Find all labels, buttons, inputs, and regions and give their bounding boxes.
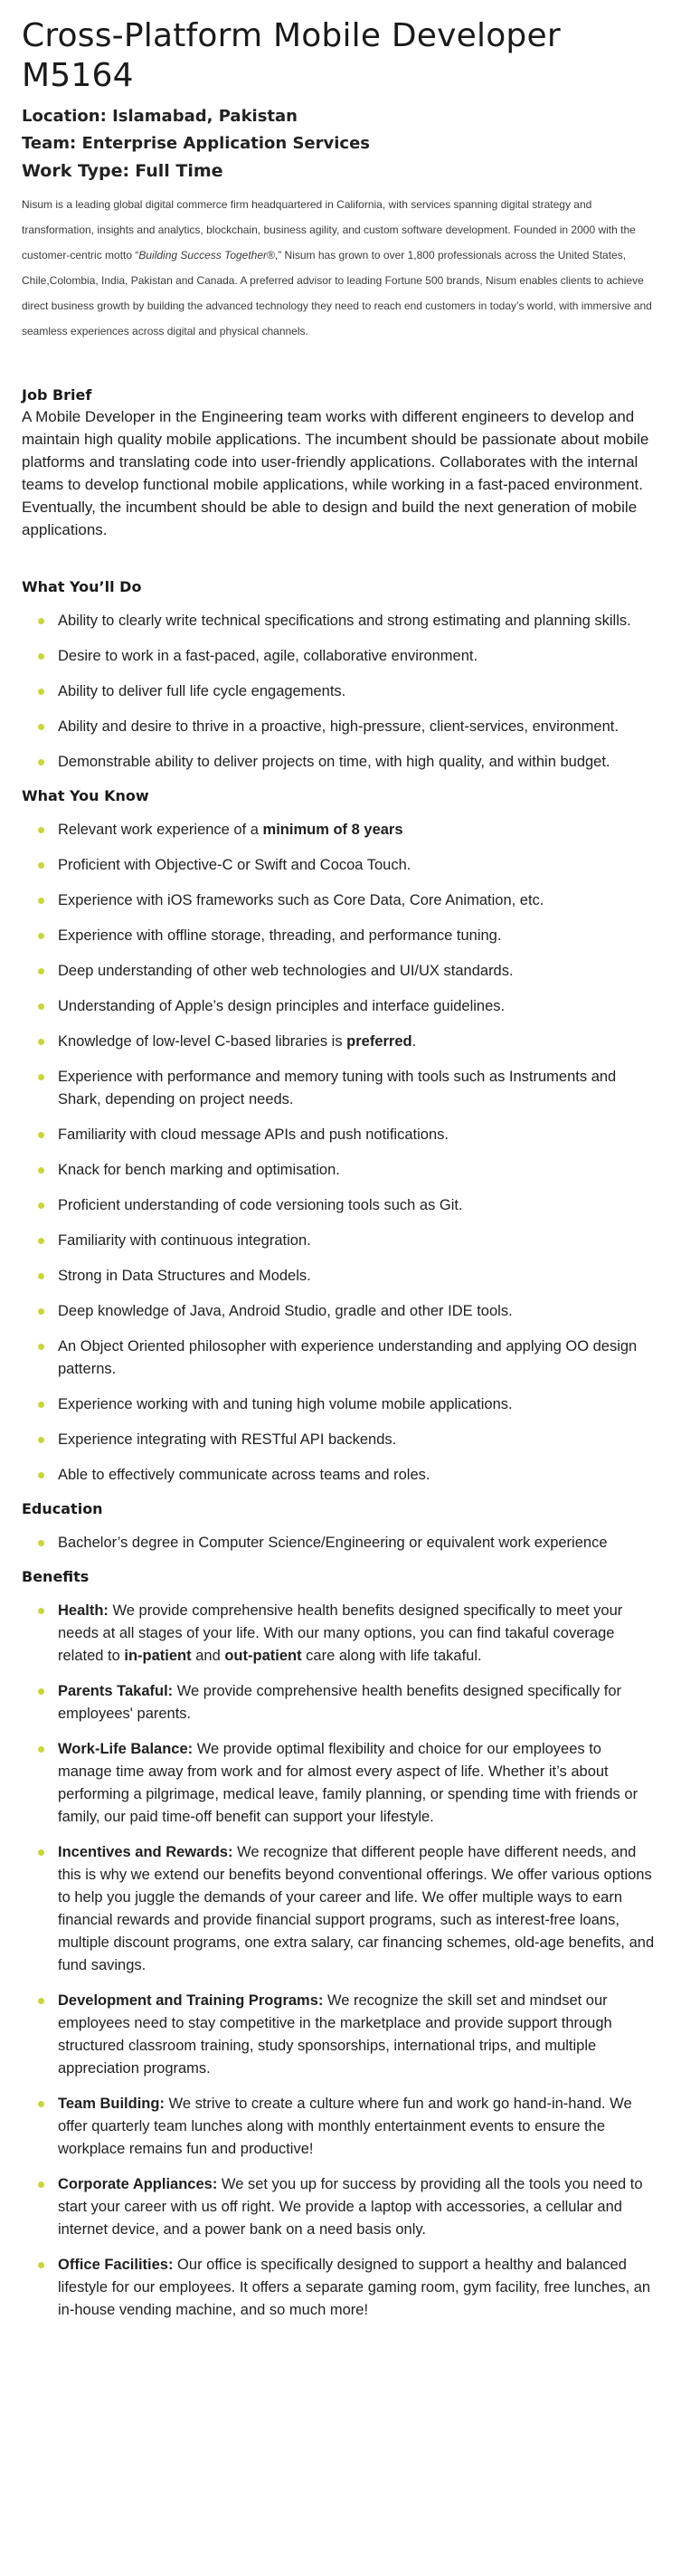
list-item: Strong in Data Structures and Models. — [58, 1265, 659, 1288]
benefit-label: Corporate Appliances: — [58, 2176, 218, 2192]
intro-motto: Building Success Together® — [138, 249, 275, 261]
benefit-text: We set you up for success by providing all the tools you need to start your career with us off right. We provide a laptop with accessories, a cellular and internet device, and a power bank on a need basis only. — [58, 2176, 643, 2238]
benefit-office-facilities — [58, 2254, 659, 2322]
benefit-text: We provide optimal flexibility and choice for our employees to manage time away from work and for almost every aspect of life. Whether it’s about performing a pilgrimage, medical leave, family planning, or spending time with friends or family, our paid time-off benefit can support your lifestyle. — [58, 1741, 638, 1825]
company-intro — [22, 192, 659, 344]
list-item: Able to effectively communicate across teams and roles. — [58, 1464, 659, 1487]
benefit-incentives-rewards — [58, 1841, 659, 1977]
lowlevel-prefix: Knowledge of low-level C-based libraries is — [58, 1033, 347, 1050]
work-type-label: Work Type: — [22, 161, 130, 181]
benefit-work-life-balance — [58, 1738, 659, 1829]
benefit-text: We recognize that different people have different needs, and this is why we extend our benefits beyond conventional offerings. We offer various options to help you juggle the demands of your career and life. We offer multiple ways to earn financial rewards and provide financial support programs, such as interest-free loans, multiple discount programs, one extra salary, car financing schemes, old-age benefits, and fund savings. — [58, 1844, 655, 1973]
list-item: Proficient understanding of code versioning tools such as Git. — [58, 1194, 659, 1217]
list-item: Experience with offline storage, threading, and performance tuning. — [58, 925, 659, 947]
list-item: Knack for bench marking and optimisation. — [58, 1159, 659, 1182]
benefit-label: Team Building: — [58, 2096, 165, 2112]
job-location: Location: Islamabad, Pakistan — [22, 107, 298, 126]
education-list — [22, 1532, 659, 1554]
benefit-label: Incentives and Rewards: — [58, 1844, 233, 1860]
benefit-label: Work-Life Balance: — [58, 1741, 194, 1757]
benefit-label: Parents Takaful: — [58, 1683, 174, 1699]
list-item: Experience with performance and memory tuning with tools such as Instruments and Shark, depending on project needs. — [58, 1066, 659, 1111]
job-team: Team: Enterprise Application Services — [22, 134, 371, 153]
benefit-text: We provide comprehensive health benefits designed specifically to meet your needs at all stages of your life. With our many options, you can find takaful coverage related to — [58, 1602, 623, 1664]
list-item: An Object Oriented philosopher with experience understanding and applying OO design patterns. — [58, 1336, 659, 1381]
inpatient-bold: in-patient — [124, 1648, 192, 1664]
job-work-type — [22, 157, 659, 185]
benefit-label: Office Facilities: — [58, 2257, 174, 2273]
list-item: Desire to work in a fast-paced, agile, collaborative environment. — [58, 645, 659, 668]
list-item-experience — [58, 819, 659, 841]
list-item: Deep understanding of other web technologies and UI/UX standards. — [58, 960, 659, 983]
list-item: Ability to clearly write technical specifications and strong estimating and planning skills. — [58, 610, 659, 632]
lowlevel-bold: preferred — [346, 1033, 412, 1050]
list-item: Experience integrating with RESTful API backends. — [58, 1429, 659, 1451]
benefit-text: care along with life takaful. — [301, 1648, 482, 1664]
benefits-list — [22, 1600, 659, 2322]
and-text: and — [191, 1648, 225, 1664]
list-item: Familiarity with cloud message APIs and push notifications. — [58, 1124, 659, 1146]
benefit-text: We provide comprehensive health benefits designed specifically for employees' parents. — [58, 1683, 622, 1722]
list-item: Deep knowledge of Java, Android Studio, gradle and other IDE tools. — [58, 1300, 659, 1323]
benefit-text: We recognize the skill set and mindset our employees need to stay competitive in the marketplace and provide support through structured classroom training, study sponsorships, international trips, and multiple appreciation programs. — [58, 1992, 612, 2077]
benefit-parents-takaful — [58, 1680, 659, 1725]
experience-prefix: Relevant work experience of a — [58, 822, 263, 838]
outpatient-bold: out-patient — [224, 1648, 302, 1664]
list-item: Understanding of Apple’s design principles and interface guidelines. — [58, 995, 659, 1018]
list-item-lowlevel — [58, 1031, 659, 1053]
list-item: Bachelor’s degree in Computer Science/Engineering or equivalent work experience — [58, 1532, 659, 1554]
job-brief-text: A Mobile Developer in the Engineering team works with different engineers to develop and maintain high quality mobile applications. The incumbent should be passionate about mobile platforms and translating code into user-friendly applications. Collaborates with the internal teams to develop functional mobile applications, while working in a fast-paced environment. Eventually, the incumbent should be able to design and build the next generation of mobile applications. — [22, 408, 649, 538]
list-item: Ability and desire to thrive in a proactive, high-pressure, client-services, environment. — [58, 716, 659, 738]
benefit-text: Our office is specifically designed to support a healthy and balanced lifestyle for our employees. It offers a separate gaming room, gym facility, free lunches, an in-house vending machine, and so much more! — [58, 2257, 651, 2318]
benefit-team-building — [58, 2093, 659, 2161]
list-item: Ability to deliver full life cycle engagements. — [58, 680, 659, 703]
benefit-label: Health: — [58, 1602, 109, 1619]
benefits-heading: Benefits — [22, 1568, 90, 1585]
what-you-know-heading: What You Know — [22, 787, 149, 804]
list-item: Proficient with Objective-C or Swift and Cocoa Touch. — [58, 854, 659, 877]
benefit-development-training — [58, 1990, 659, 2080]
education-heading: Education — [22, 1500, 103, 1517]
list-item: Experience working with and tuning high volume mobile applications. — [58, 1393, 659, 1416]
job-brief-heading: Job Brief — [22, 386, 92, 404]
intro-part-1: Nisum is a leading global digital commerce firm headquartered in California, with services spanning digital strategy and transformation, insights and analytics, blockchain, business agility, and custom software development. Founded in 2000 with the customer-centric motto “ — [22, 198, 636, 261]
experience-bold: minimum of 8 years — [262, 822, 403, 838]
what-youll-do-list — [22, 610, 659, 774]
work-type-value: Full Time — [135, 161, 223, 181]
benefit-health — [58, 1600, 659, 1668]
what-youll-do-heading: What You’ll Do — [22, 578, 142, 595]
job-title: Cross-Platform Mobile Developer M5164 — [22, 17, 561, 94]
benefit-text: We strive to create a culture where fun and work go hand-in-hand. We offer quarterly team lunches along with monthly entertainment events to ensure the workplace remains fun and productive! — [58, 2096, 632, 2157]
benefit-corporate-appliances — [58, 2173, 659, 2241]
list-item: Familiarity with continuous integration. — [58, 1230, 659, 1252]
intro-part-2: ,” Nisum has grown to over 1,800 professionals across the United States, Chile,Colombia, India, Pakistan and Canada. A preferred advisor to leading Fortune 500 brands, Nisum enables clients to achieve direct business growth by building the advanced technology they need to reach end customers in today’s world, with immersive and seamless experiences across digital and physical channels. — [22, 249, 652, 337]
list-item: Experience with iOS frameworks such as Core Data, Core Animation, etc. — [58, 889, 659, 912]
what-you-know-list — [22, 819, 659, 1487]
benefit-label: Development and Training Programs: — [58, 1992, 324, 2009]
lowlevel-suffix: . — [411, 1033, 417, 1050]
list-item: Demonstrable ability to deliver projects on time, with high quality, and within budget. — [58, 751, 659, 774]
